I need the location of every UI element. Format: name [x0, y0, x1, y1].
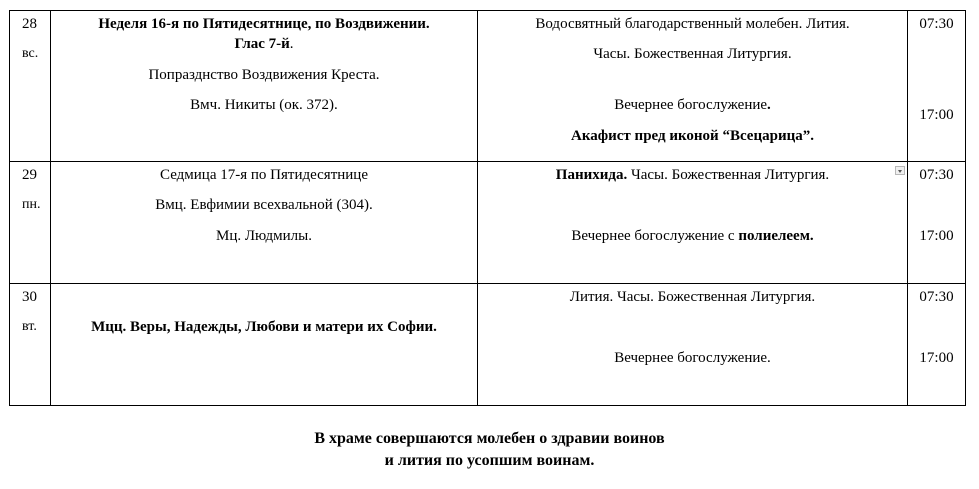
time-evening: 17:00: [919, 228, 954, 244]
service-line-akathist: Акафист пред иконой “Всецарица”.: [571, 128, 814, 144]
service-line: Лития. Часы. Божественная Литургия.: [569, 289, 816, 305]
day-cell: [10, 284, 51, 406]
time-evening: 17:00: [919, 350, 954, 366]
time-evening: 17:00: [919, 107, 954, 123]
time-cell: [908, 11, 966, 162]
service-line: [478, 165, 907, 185]
dropdown-arrow-icon[interactable]: [895, 166, 905, 175]
schedule-table: [9, 10, 966, 406]
day-number: 28: [22, 16, 37, 32]
table-row: [10, 162, 966, 284]
service-line: Часы. Божественная Литургия.: [593, 46, 792, 62]
service-cell: [478, 284, 908, 406]
feast-line: Попразднство Воздвижения Креста.: [148, 67, 380, 83]
table-row: [10, 11, 966, 162]
weekday: вс.: [22, 46, 39, 61]
time-cell: [908, 162, 966, 284]
weekday: вт.: [22, 319, 37, 334]
day-cell: [10, 162, 51, 284]
service-text: Вечернее богослужение: [614, 97, 768, 113]
service-text-tail: .: [767, 97, 771, 113]
weekday: пн.: [22, 197, 41, 212]
time-morning: 07:30: [919, 167, 954, 183]
feast-tone-tail: .: [289, 36, 294, 52]
feast-cell: [51, 162, 478, 284]
service-text: Часы. Божественная Литургия.: [627, 167, 830, 183]
service-line: [478, 226, 907, 246]
footer-note: [0, 428, 979, 472]
service-line: [478, 95, 907, 115]
service-panikhida: Панихида.: [555, 167, 628, 183]
service-line: Вечернее богослужение.: [614, 350, 771, 366]
footer-line: и лития по усопшим воинам.: [384, 452, 595, 469]
feast-title: Мцц. Веры, Надежды, Любови и матери их Софии.: [91, 319, 437, 335]
time-morning: 07:30: [919, 16, 954, 32]
feast-line: Вмц. Евфимии всехвальной (304).: [155, 197, 373, 213]
feast-title: Неделя 16-я по Пятидесятнице, по Воздвижении.: [98, 16, 430, 32]
feast-title-line2: [51, 34, 477, 54]
day-number: 30: [22, 289, 37, 305]
service-line: Водосвятный благодарственный молебен. Лития.: [535, 16, 850, 32]
service-cell: [478, 11, 908, 162]
feast-cell: [51, 11, 478, 162]
feast-cell: [51, 284, 478, 406]
service-text: Вечернее богослужение с: [571, 228, 739, 244]
day-cell: [10, 11, 51, 162]
day-number: 29: [22, 167, 37, 183]
feast-tone: Глас 7-й: [234, 36, 290, 52]
feast-line: Мц. Людмилы.: [216, 228, 312, 244]
table-row: [10, 284, 966, 406]
service-cell: [478, 162, 908, 284]
feast-line: Седмица 17-я по Пятидесятнице: [160, 167, 368, 183]
time-morning: 07:30: [919, 289, 954, 305]
time-cell: [908, 284, 966, 406]
feast-line: Вмч. Никиты (ок. 372).: [190, 97, 338, 113]
service-polyeleos: полиелеем.: [738, 228, 814, 244]
footer-line: В храме совершаются молебен о здравии воинов: [314, 430, 665, 447]
